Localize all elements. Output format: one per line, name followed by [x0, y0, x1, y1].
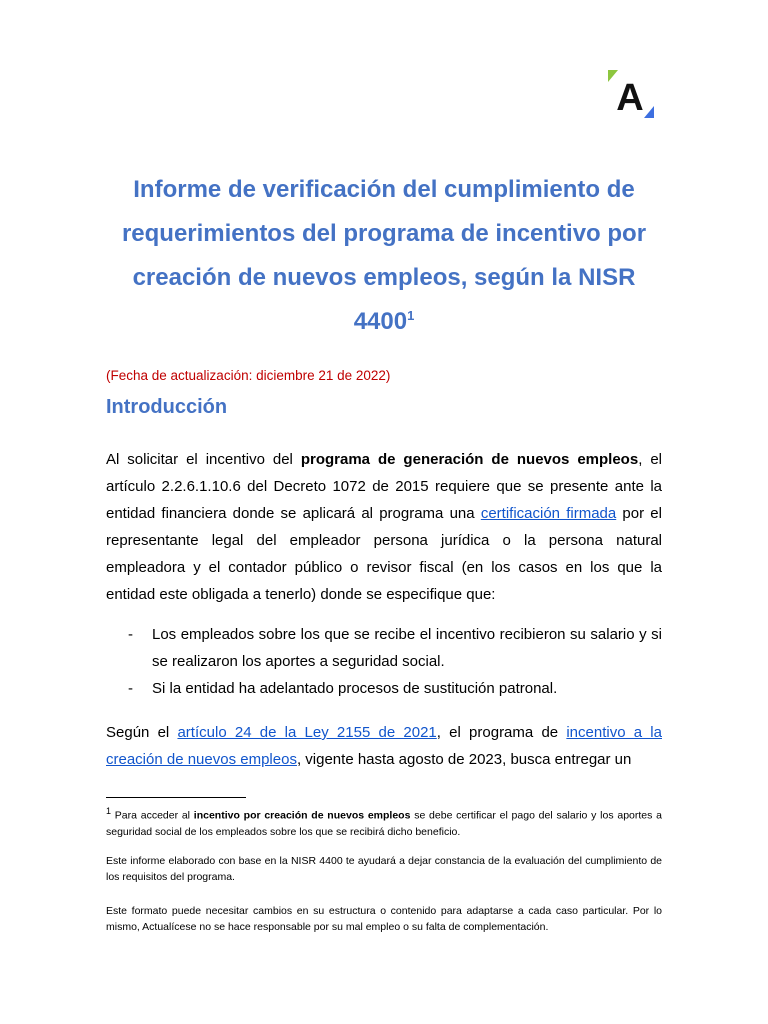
- footnote-3: Este formato puede necesitar cambios en su estructura o contenido para adaptarse a cada caso particular. Por lo mismo, Actualícese no se hace responsable por su mal empleo o su falta de complementación.: [106, 905, 662, 933]
- svg-text:A: A: [616, 77, 644, 118]
- link-certificacion-firmada[interactable]: certificación firmada: [480, 505, 617, 522]
- bullet-dash: -: [128, 680, 133, 697]
- intro-text-3: por el representante legal del empleador persona jurídica o la persona natural empleadora y el contador público o revisor fiscal (en los casos en los que la entidad este obligada a tenerlo) donde se especifique que:: [106, 505, 662, 603]
- document-title-text: Informe de verificación del cumplimiento de requerimientos del programa de incentivo por creación de nuevos empleos, según la NISR 4400: [121, 176, 647, 335]
- section-heading-introduccion: Introducción: [106, 396, 228, 418]
- link-incentivo-creacion-empleos[interactable]: incentivo a la creación de nuevos empleos: [106, 724, 662, 768]
- footnote-1-bold: incentivo por creación de nuevos empleos: [193, 809, 411, 822]
- requirements-list: [106, 621, 662, 702]
- list-item-text: Los empleados sobre los que se recibe el incentivo recibieron su salario y si se realizaron los aportes a seguridad social.: [152, 626, 662, 670]
- link-articulo-24[interactable]: artículo 24 de la Ley 2155 de 2021: [177, 724, 437, 741]
- footnote-1: [106, 803, 662, 840]
- title-footnote-ref[interactable]: 1: [407, 308, 415, 323]
- program-text-3: , vigente hasta agosto de 2023, busca entregar un: [296, 751, 632, 768]
- document-title: [100, 168, 668, 344]
- intro-paragraph: [106, 446, 662, 608]
- footnote-2: Este informe elaborado con base en la NISR 4400 te ayudará a dejar constancia de la evaluación del cumplimiento de los requisitos del programa.: [106, 855, 662, 883]
- intro-bold-program: programa de generación de nuevos empleos: [300, 451, 639, 468]
- list-item-text: Si la entidad ha adelantado procesos de sustitución patronal.: [152, 680, 558, 697]
- program-paragraph: [106, 719, 662, 773]
- program-text-1: Según el: [106, 724, 178, 741]
- footnote-marker: 1: [106, 806, 112, 816]
- intro-text-1: Al solicitar el incentivo del: [106, 451, 301, 468]
- list-item: [106, 621, 662, 675]
- intro-text-2: , el artículo 2.2.6.1.10.6 del Decreto 1072 de 2015 requiere que se presente ante la entidad financiera donde se aplicará al programa una: [106, 451, 662, 522]
- program-text-2: , el programa de: [436, 724, 567, 741]
- list-item: [106, 675, 662, 702]
- footnote-1-text-2: se debe certificar el pago del salario y los aportes a seguridad social de los empleados sobre los que se recibirá dicho beneficio.: [106, 809, 662, 838]
- update-date: (Fecha de actualización: diciembre 21 de 2022): [106, 368, 391, 383]
- footnote-separator: [106, 797, 246, 798]
- bullet-dash: -: [128, 626, 133, 643]
- footnote-1-text-1: Para acceder al: [111, 809, 194, 822]
- actualicese-logo-icon: [608, 70, 654, 118]
